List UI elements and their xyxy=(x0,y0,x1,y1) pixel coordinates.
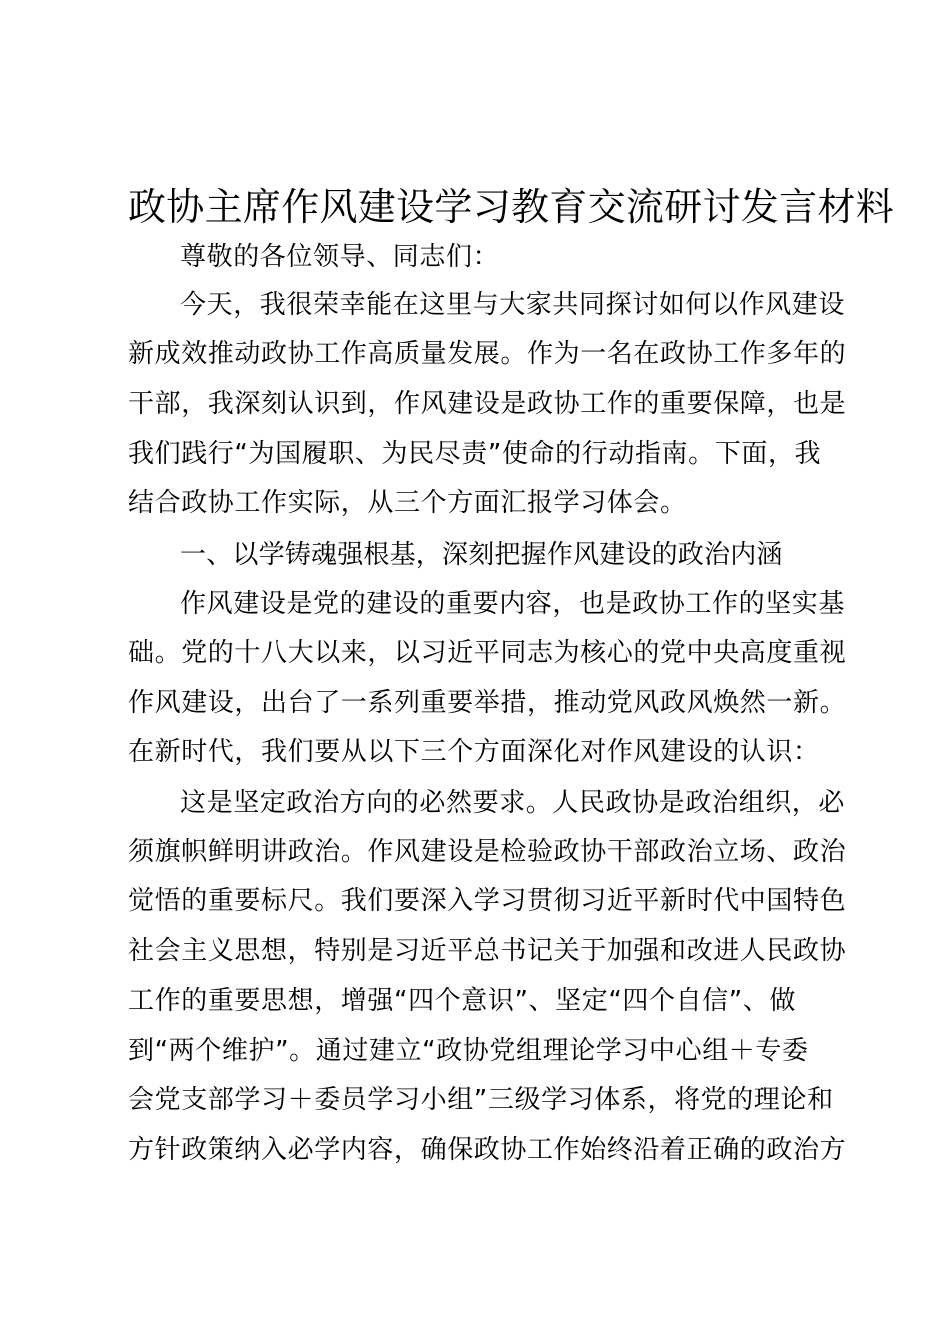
paragraph-line: 作风建设，出台了一系列重要举措，推动党风政风焕然一新。 xyxy=(128,688,847,718)
paragraph-line: 方针政策纳入必学内容，确保政协工作始终沿着正确的政治方 xyxy=(128,1135,847,1165)
section-heading: 一、以学铸魂强根基，深刻把握作风建设的政治内涵 xyxy=(180,540,783,570)
paragraph-line: 社会主义思想，特别是习近平总书记关于加强和改进人民政协 xyxy=(128,936,847,966)
paragraph-line: 结合政协工作实际，从三个方面汇报学习体会。 xyxy=(128,488,687,518)
paragraph-line: 新成效推动政协工作高质量发展。作为一名在政协工作多年的 xyxy=(128,339,847,369)
paragraph-line: 础。党的十八大以来，以习近平同志为核心的党中央高度重视 xyxy=(128,638,847,668)
paragraph-line: 干部，我深刻认识到，作风建设是政协工作的重要保障，也是 xyxy=(128,389,847,419)
paragraph-line: 工作的重要思想，增强“四个意识”、坚定“四个自信”、做 xyxy=(128,986,797,1016)
document-title: 政协主席作风建设学习教育交流研讨发言材料 xyxy=(128,185,895,229)
paragraph-line: 作风建设是党的建设的重要内容，也是政协工作的坚实基 xyxy=(180,589,846,619)
paragraph-line: 须旗帜鲜明讲政治。作风建设是检验政协干部政治立场、政治 xyxy=(128,837,847,867)
paragraph-line: 我们践行“为国履职、为民尽责”使命的行动指南。下面，我 xyxy=(128,439,822,469)
paragraph-line: 会党支部学习＋委员学习小组”三级学习体系，将党的理论和 xyxy=(128,1085,834,1115)
paragraph-line: 这是坚定政治方向的必然要求。人民政协是政治组织，必 xyxy=(180,788,846,818)
paragraph-line: 到“两个维护”。通过建立“政协党组理论学习中心组＋专委 xyxy=(128,1036,809,1066)
salutation: 尊敬的各位领导、同志们： xyxy=(180,242,500,272)
paragraph-line: 今天，我很荣幸能在这里与大家共同探讨如何以作风建设 xyxy=(180,290,846,320)
paragraph-line: 在新时代，我们要从以下三个方面深化对作风建设的认识： xyxy=(128,737,820,767)
paragraph-line: 觉悟的重要标尺。我们要深入学习贯彻习近平新时代中国特色 xyxy=(128,886,847,916)
